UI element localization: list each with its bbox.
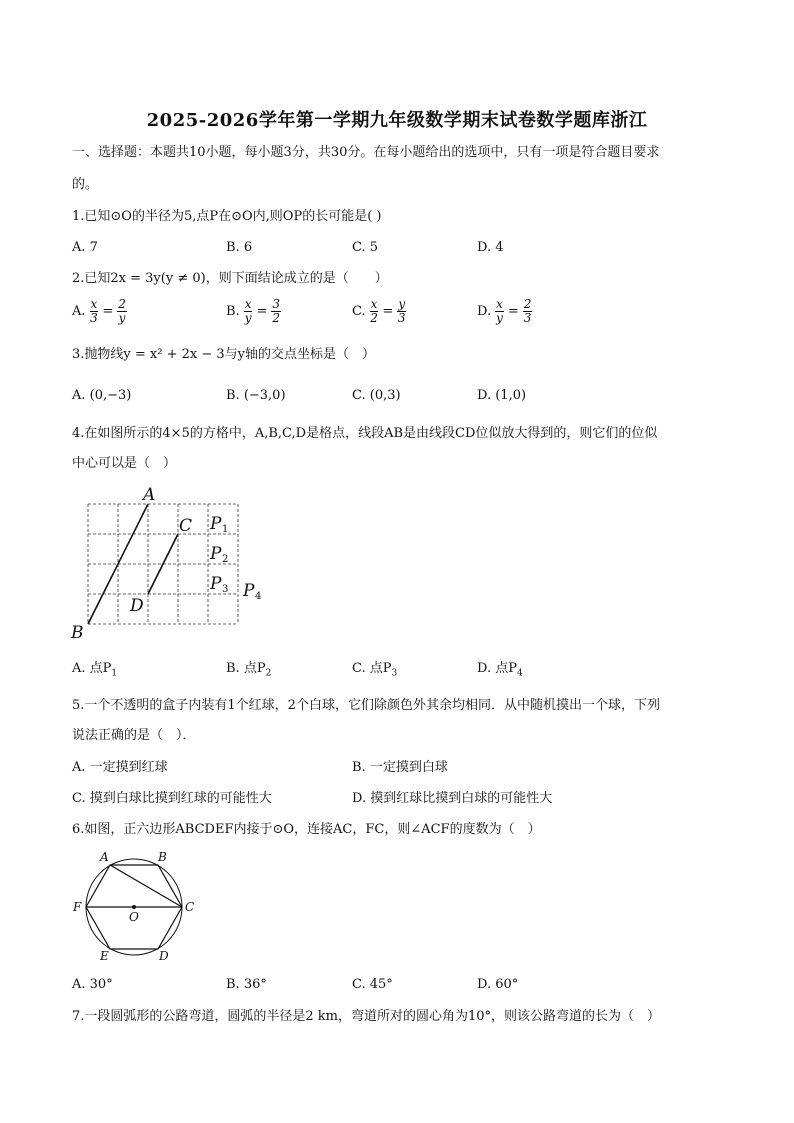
q5-option-a: A. 一定摸到红球 bbox=[72, 760, 168, 775]
q6-stem: 6.如图，正六边形ABCDEF内接于⊙O，连接AC，FC，则∠ACF的度数为（ ） bbox=[72, 822, 541, 837]
q6-option-c: C. 45° bbox=[352, 977, 393, 992]
q2-option-d-label: D. bbox=[477, 303, 492, 319]
label-c: C bbox=[179, 516, 193, 536]
label-a: A bbox=[143, 485, 156, 505]
fraction-numerator: x bbox=[90, 297, 98, 311]
label-p2: P bbox=[210, 544, 222, 564]
page-title: 2025-2026学年第一学期九年级数学期末试卷数学题库浙江 bbox=[146, 110, 648, 131]
q2-option-b: B. $\frac{x}{y}$ = $\frac{3}{2}$ bbox=[226, 297, 281, 325]
q4-option-b bbox=[226, 659, 271, 684]
q2-option-a-label: A. bbox=[72, 303, 86, 319]
segment-ac bbox=[110, 865, 182, 907]
center-dot-o bbox=[132, 905, 136, 909]
q4-stem-line2: 中心可以是（ ） bbox=[72, 456, 177, 471]
label-e: E bbox=[100, 949, 109, 963]
fraction-denominator: 2 bbox=[370, 311, 378, 325]
subscript-2: 2 bbox=[222, 554, 229, 565]
fraction-numerator: x bbox=[244, 297, 252, 311]
q5-stem-line1: 5.一个不透明的盒子内装有1个红球，2个白球，它们除颜色外其余均相同．从中随机摸出一个球，下列 bbox=[72, 698, 660, 713]
q5-option-d: D. 摸到红球比摸到白球的可能性大 bbox=[352, 791, 553, 806]
q3-stem: 3.抛物线y = x² + 2x − 3与y轴的交点坐标是（ ） bbox=[72, 347, 375, 362]
q4-option-d bbox=[477, 659, 523, 684]
q4-option-a-sub: 1 bbox=[111, 668, 118, 679]
q1-stem: 1.已知⊙O的半径为5,点P在⊙O内,则OP的长可能是( ) bbox=[72, 209, 382, 224]
section-instructions-line1: 一、选择题：本题共10小题，每小题3分，共30分。在每小题给出的选项中，只有一项是符合题目要求 bbox=[72, 145, 660, 160]
q4-option-b-sub: 2 bbox=[265, 668, 272, 679]
q4-option-c-text: C. 点P bbox=[352, 661, 392, 676]
label-p3: P bbox=[210, 574, 222, 594]
subscript-3: 3 bbox=[222, 584, 229, 595]
q7-stem: 7.一段圆弧形的公路弯道，圆弧的半径是2 km，弯道所对的圆心角为10°，则该公路弯道的长为（ ） bbox=[72, 1009, 661, 1024]
fraction-denominator: y bbox=[496, 311, 503, 325]
q5-option-c: C. 摸到白球比摸到红球的可能性大 bbox=[72, 791, 272, 806]
fraction-numerator: y bbox=[398, 297, 406, 311]
fraction-numerator: x bbox=[496, 297, 503, 311]
subscript-1: 1 bbox=[222, 524, 229, 535]
fraction-numerator: 2 bbox=[118, 297, 126, 311]
q4-option-d-text: D. 点P bbox=[477, 661, 517, 676]
label-f: F bbox=[73, 900, 82, 914]
q4-stem-line1: 4.在如图所示的4×5的方格中，A,B,C,D是格点，线段AB是由线段CD位似放大得到的，则它们的位似 bbox=[72, 426, 658, 441]
label-d: D bbox=[159, 949, 169, 963]
q4-option-a bbox=[72, 659, 117, 684]
q5-option-b: B. 一定摸到白球 bbox=[352, 760, 448, 775]
q2-option-b-label: B. bbox=[226, 303, 240, 319]
q6-option-a: A. 30° bbox=[72, 977, 113, 992]
q4-option-d-sub: 4 bbox=[516, 668, 523, 679]
q2-option-d: D. $\frac{x}{y}$ = $\frac{2}{3}$ bbox=[477, 297, 532, 325]
q1-option-d: D. 4 bbox=[477, 240, 504, 255]
q6-option-d: D. 60° bbox=[477, 977, 519, 992]
q3-option-a: A. (0,−3) bbox=[72, 388, 132, 403]
fraction-numerator: 3 bbox=[272, 297, 281, 311]
fraction-denominator: 2 bbox=[272, 311, 281, 325]
q1-option-a: A. 7 bbox=[72, 240, 98, 255]
q5-stem-line2: 说法正确的是（ ）． bbox=[72, 728, 196, 743]
q4-grid-figure bbox=[68, 484, 278, 644]
fraction-denominator: y bbox=[118, 311, 126, 325]
q1-option-c: C. 5 bbox=[352, 240, 379, 255]
label-d: D bbox=[130, 596, 144, 616]
q3-option-d: D. (1,0) bbox=[477, 388, 527, 403]
fraction-denominator: 3 bbox=[397, 311, 406, 325]
subscript-4: 4 bbox=[255, 591, 262, 602]
label-a: A bbox=[100, 850, 109, 864]
fraction-numerator: 2 bbox=[523, 297, 532, 311]
q3-option-b: B. (−3,0) bbox=[226, 388, 286, 403]
q6-hexagon-figure bbox=[64, 846, 204, 966]
label-p4: P bbox=[243, 581, 255, 601]
q3-option-c: C. (0,3) bbox=[352, 388, 401, 403]
q1-option-b: B. 6 bbox=[226, 240, 253, 255]
q2-stem: 2.已知2x = 3y(y ≠ 0)，则下面结论成立的是（ ） bbox=[72, 271, 388, 286]
section-instructions-line2: 的。 bbox=[72, 177, 99, 192]
label-p1: P bbox=[210, 514, 222, 534]
label-c: C bbox=[185, 900, 195, 914]
fraction-denominator: y bbox=[244, 311, 252, 325]
fraction-denominator: 3 bbox=[523, 311, 532, 325]
fraction-numerator: x bbox=[370, 297, 378, 311]
label-o: O bbox=[129, 910, 139, 924]
q4-option-c-sub: 3 bbox=[391, 668, 398, 679]
q4-option-c bbox=[352, 659, 397, 684]
q4-option-a-text: A. 点P bbox=[72, 661, 112, 676]
q4-option-b-text: B. 点P bbox=[226, 661, 266, 676]
q2-option-c-label: C. bbox=[352, 303, 366, 319]
fraction-denominator: 3 bbox=[90, 311, 98, 325]
label-b: B bbox=[71, 623, 84, 643]
label-b: B bbox=[158, 850, 167, 864]
q6-option-b: B. 36° bbox=[226, 977, 267, 992]
q2-option-a: A. $\frac{x}{3}$ = $\frac{2}{y}$ bbox=[72, 297, 126, 325]
q2-option-c: C. $\frac{x}{2}$ = $\frac{y}{3}$ bbox=[352, 297, 406, 325]
